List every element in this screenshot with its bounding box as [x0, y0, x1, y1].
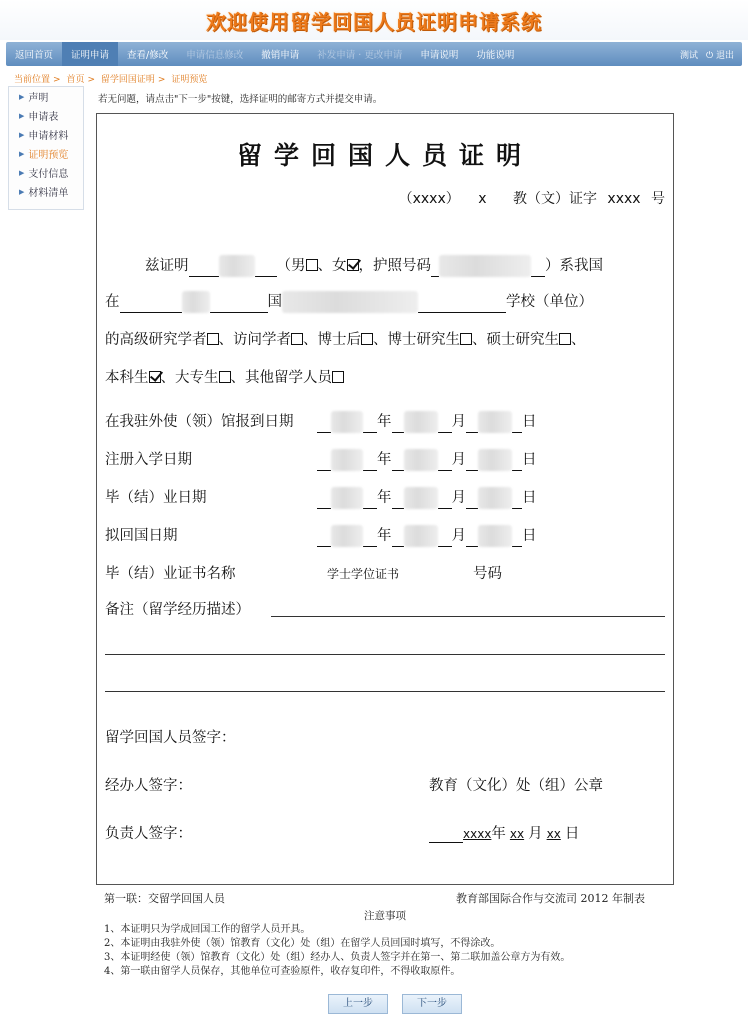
redacted-date: [331, 411, 363, 433]
sig-returnee: 留学回国人员签字：: [105, 730, 236, 746]
cert-degree-row: [105, 562, 665, 583]
arrow-right-icon: ▶: [19, 187, 25, 196]
cert-text: 日: [522, 490, 537, 506]
notes-title: 注意事项: [364, 910, 406, 922]
redacted-date: [331, 487, 363, 509]
nav-user-area: [680, 48, 742, 61]
checkbox-master: [559, 333, 571, 345]
redacted-date: [404, 411, 438, 433]
arrow-right-icon: ▶: [19, 149, 25, 158]
cert-text: ，护照号码: [358, 258, 431, 274]
blank: [255, 261, 277, 277]
logout-label: 退出: [715, 50, 734, 61]
cert-date-row: [105, 448, 665, 471]
cert-line-2: [105, 290, 665, 313]
nav-view-edit[interactable]: 查看/修改: [127, 50, 169, 61]
checkbox-postdoc: [361, 333, 373, 345]
sidebar-item-label: 声明: [28, 93, 49, 104]
nav-modify-info[interactable]: 申请信息修改: [186, 50, 244, 61]
blank: [418, 297, 506, 313]
breadcrumb-home[interactable]: 首页: [66, 75, 85, 85]
arrow-right-icon: ▶: [19, 111, 25, 120]
logout-link[interactable]: [706, 48, 734, 61]
cert-text: 、大专生: [160, 370, 219, 386]
instruction-text: 若无问题，请点击"下一步"按键，选择证明的邮寄方式并提交申请。: [98, 94, 383, 105]
breadcrumb: 当前位置 > 首页 > 留学回国证明 > 证明预览: [14, 75, 208, 85]
cert-text: 月: [451, 490, 466, 506]
cert-text: 年: [491, 826, 506, 842]
sign-day: xx: [546, 827, 561, 841]
blank: [210, 297, 268, 313]
redacted-passport: [439, 255, 531, 277]
date-label: 毕（结）业日期: [105, 490, 207, 506]
sidebar-item-label: 材料清单: [28, 188, 69, 199]
redacted-date: [404, 449, 438, 471]
blank: [120, 297, 182, 313]
date-label: 拟回国日期: [105, 528, 178, 544]
redacted-date: [478, 525, 512, 547]
cert-line-4: [105, 366, 665, 387]
redacted-date: [478, 487, 512, 509]
cert-text: 在: [105, 294, 120, 310]
redacted-date: [478, 449, 512, 471]
checkbox-male: [306, 259, 318, 271]
cert-text: 学校（单位）: [506, 294, 593, 310]
certificate-number: [393, 188, 665, 208]
arrow-right-icon: ▶: [19, 92, 25, 101]
sidebar-item-form[interactable]: [9, 106, 83, 125]
cert-text: （男: [276, 258, 306, 274]
degree-number-label: 号码: [473, 566, 502, 582]
remark-rule: [105, 691, 665, 692]
prev-step-button[interactable]: 上一步: [328, 994, 388, 1014]
nav-home[interactable]: 返回首页: [15, 50, 54, 61]
cert-text: 、博士后: [303, 332, 361, 348]
checkbox-visiting-scholar: [291, 333, 303, 345]
cert-text: 、: [571, 332, 586, 348]
sign-month: xx: [509, 827, 525, 841]
cert-text: 本科生: [105, 370, 149, 386]
breadcrumb-preview: 证明预览: [171, 75, 208, 85]
sidebar-item-statement[interactable]: [9, 87, 83, 106]
cert-text: ）系我国: [545, 258, 603, 274]
sidebar: [8, 86, 84, 210]
cert-text: 国: [267, 294, 282, 310]
note-item: 2、本证明由我驻外使（领）馆教育（文化）处（组）在留学人员回国时填写，不得涂改。: [104, 938, 501, 949]
nav-reissue[interactable]: 补发申请 · 更改申请: [317, 50, 403, 61]
breadcrumb-current-location: 当前位置: [14, 75, 51, 85]
sidebar-item-label: 支付信息: [28, 169, 69, 180]
site-title: 欢迎使用留学回国人员证明申请系统: [206, 10, 542, 34]
redacted-date: [331, 449, 363, 471]
sidebar-item-label: 申请材料: [28, 131, 69, 142]
cert-date-row: [105, 410, 665, 433]
cert-text: 日: [564, 826, 580, 842]
cert-text: 日: [522, 414, 537, 430]
checkbox-junior-college: [219, 371, 231, 383]
certificate-preview: [96, 113, 674, 885]
main-navbar: [6, 42, 742, 66]
cert-text: 、博士研究生: [373, 332, 460, 348]
cert-date-row: [105, 486, 665, 509]
degree-label: 毕（结）业证书名称: [105, 566, 236, 582]
notes-list: [104, 923, 570, 979]
certificate-title: 留学回国人员证明: [236, 141, 533, 170]
cert-text: 月: [451, 452, 466, 468]
sidebar-item-checklist[interactable]: [9, 182, 83, 201]
cert-text: 月: [451, 528, 466, 544]
redacted-country: [182, 291, 210, 313]
cert-line-1: [145, 254, 665, 277]
cert-text: 日: [522, 452, 537, 468]
cert-no-x: x: [478, 191, 487, 207]
cert-text: 、访问学者: [218, 332, 291, 348]
remark-rule: [105, 654, 665, 655]
nav-cancel-apply[interactable]: 撤销申请: [261, 50, 300, 61]
cert-text: 兹证明: [145, 258, 189, 274]
redacted-date: [404, 487, 438, 509]
redacted-date: [478, 411, 512, 433]
redacted-school: [282, 291, 418, 313]
nav-apply[interactable]: 证明申请: [62, 42, 118, 66]
next-step-button[interactable]: 下一步: [402, 994, 462, 1014]
cert-no-word: 教（文）证字: [512, 191, 597, 207]
checkbox-female: [347, 259, 359, 271]
copy-note: 第一联：交留学回国人员: [104, 892, 225, 905]
checkbox-phd: [460, 333, 472, 345]
cert-text: 年: [377, 490, 392, 506]
note-item: 1、本证明只为学成回国工作的留学人员开具。: [104, 924, 311, 935]
cert-text: 日: [522, 528, 537, 544]
checkbox-senior-scholar: [207, 333, 219, 345]
cert-text: 年: [377, 452, 392, 468]
redacted-name: [219, 255, 255, 277]
cert-text: 月: [528, 826, 543, 842]
site-banner: [0, 0, 748, 40]
breadcrumb-certificate[interactable]: 留学回国证明: [100, 75, 155, 85]
blank: [189, 261, 219, 277]
degree-value: 学士学位证书: [327, 567, 400, 581]
cert-text: 年: [377, 414, 392, 430]
sidebar-item-label: 申请表: [28, 112, 59, 123]
power-icon: ⏻: [706, 50, 716, 61]
note-item: 3、本证明经使（领）馆教育（文化）处（组）经办人、负责人签字并在第一、第二联加盖公章方为有效。: [104, 952, 571, 963]
cert-text: 年: [377, 528, 392, 544]
redacted-date: [404, 525, 438, 547]
issuer-note: 教育部国际合作与交流司 2012 年制表: [456, 892, 645, 905]
cert-text: 、其他留学人员: [230, 370, 332, 386]
cert-no-year: （xxxx）: [398, 191, 460, 207]
cert-line-3: [105, 328, 665, 349]
redacted-date: [331, 525, 363, 547]
checkbox-other: [332, 371, 344, 383]
nav-function-guide[interactable]: 功能说明: [476, 50, 515, 61]
blank: [531, 261, 545, 277]
checkbox-bachelor: [149, 371, 161, 383]
sig-handler: 经办人签字：: [105, 778, 192, 794]
sign-year: xxxx: [463, 827, 492, 841]
cert-no-suffix: 号: [651, 191, 665, 207]
nav-apply-guide[interactable]: 申请说明: [420, 50, 459, 61]
cert-text: 、硕士研究生: [472, 332, 559, 348]
note-item: 4、第一联由留学人员保存，其他单位可查验原件，收存复印件，不得收取原件。: [104, 966, 461, 977]
sign-date: [429, 822, 665, 843]
remark-label: 备注（留学经历描述）: [105, 602, 250, 618]
sidebar-item-label: 证明预览: [28, 150, 69, 161]
sidebar-item-payment[interactable]: [9, 163, 83, 182]
date-label: 注册入学日期: [105, 452, 192, 468]
cert-text: 月: [451, 414, 466, 430]
cert-date-row: [105, 524, 665, 547]
user-name: 测试: [679, 50, 698, 61]
cert-no-code: xxxx: [607, 191, 641, 207]
arrow-right-icon: ▶: [19, 168, 25, 177]
cert-text: 、女: [317, 258, 347, 274]
arrow-right-icon: ▶: [19, 130, 25, 139]
remark-rule: [271, 616, 665, 617]
official-seal-label: 教育（文化）处（组）公章: [429, 778, 603, 794]
date-label: 在我驻外使（领）馆报到日期: [105, 414, 294, 430]
blank: [431, 261, 439, 277]
sidebar-item-materials[interactable]: [9, 125, 83, 144]
sidebar-item-preview[interactable]: [9, 144, 83, 163]
cert-text: 的高级研究学者: [105, 332, 207, 348]
sig-head: 负责人签字：: [105, 826, 192, 842]
